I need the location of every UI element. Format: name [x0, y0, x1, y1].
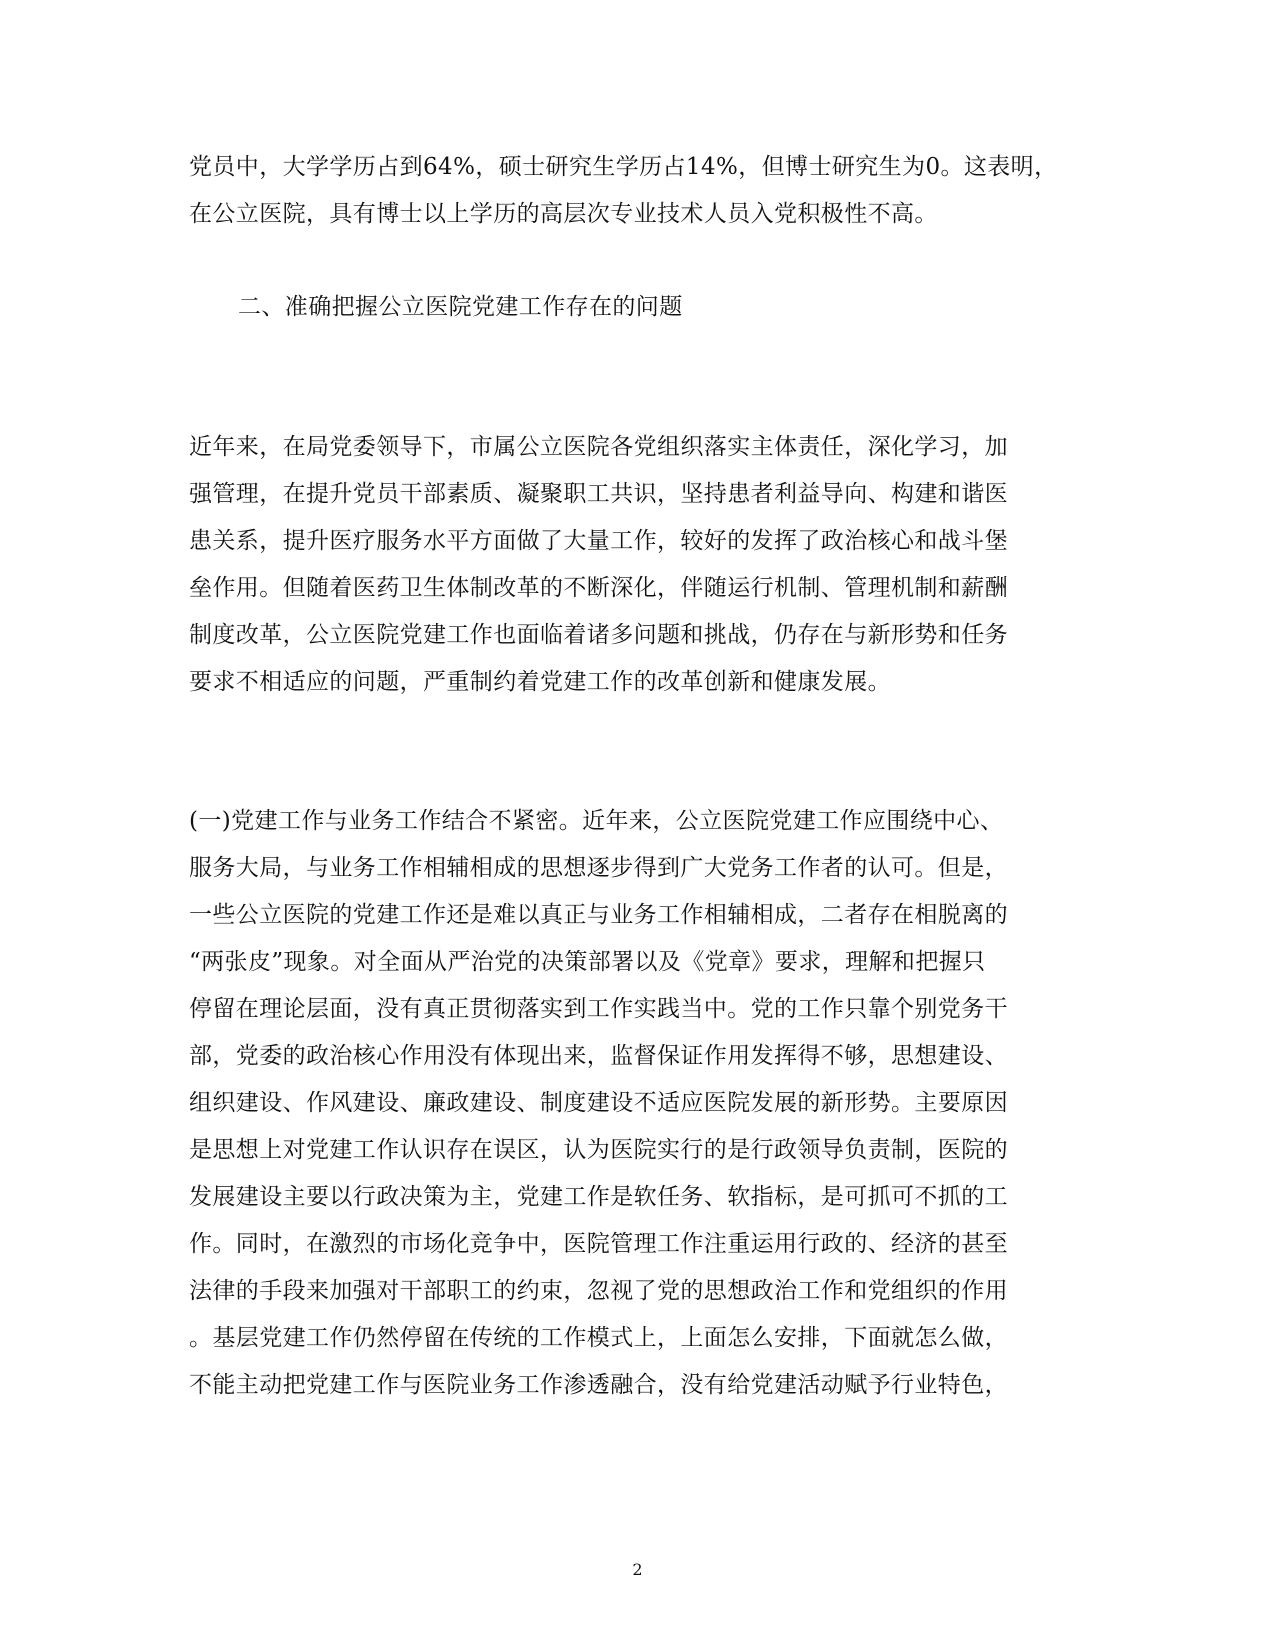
paragraph-2-line-6: 要求不相适应的问题，严重制约着党建工作的改革创新和健康发展。 [189, 669, 891, 695]
paragraph-3-line-2: 服务大局，与业务工作相辅相成的思想逐步得到广大党务工作者的认可。但是， [189, 855, 1008, 881]
paragraph-3-line-11: 法律的手段来加强对干部职工的约束，忽视了党的思想政治工作和党组织的作用 [189, 1278, 1008, 1304]
paragraph-2-line-1: 近年来，在局党委领导下，市属公立医院各党组织落实主体责任，深化学习，加 [189, 434, 1008, 460]
paragraph-3-line-8: 是思想上对党建工作认识存在误区，认为医院实行的是行政领导负责制，医院的 [189, 1137, 1008, 1163]
paragraph-1-line-2: 在公立医院，具有博士以上学历的高层次专业技术人员入党积极性不高。 [189, 201, 938, 227]
paragraph-2-line-3: 患关系，提升医疗服务水平方面做了大量工作，较好的发挥了政治核心和战斗堡 [189, 528, 1008, 554]
paragraph-3-line-5: 停留在理论层面，没有真正贯彻落实到工作实践当中。党的工作只靠个别党务干 [189, 996, 1008, 1022]
paragraph-3-line-7: 组织建设、作风建设、廉政建设、制度建设不适应医院发展的新形势。主要原因 [189, 1090, 1008, 1116]
section-heading: 二、准确把握公立医院党建工作存在的问题 [238, 294, 683, 320]
paragraph-1-line-1: 党员中，大学学历占到64%，硕士研究生学历占14%，但博士研究生为0。这表明， [189, 154, 1058, 180]
paragraph-2-line-4: 垒作用。但随着医药卫生体制改革的不断深化，伴随运行机制、管理机制和薪酬 [189, 575, 1008, 601]
paragraph-2-line-2: 强管理，在提升党员干部素质、凝聚职工共识，坚持患者利益导向、构建和谐医 [189, 481, 1008, 507]
paragraph-2-line-5: 制度改革，公立医院党建工作也面临着诸多问题和挑战，仍存在与新形势和任务 [189, 622, 1008, 648]
page-number: 2 [632, 1560, 643, 1579]
paragraph-3-line-13: 不能主动把党建工作与医院业务工作渗透融合，没有给党建活动赋予行业特色， [189, 1372, 1008, 1398]
paragraph-3-line-9: 发展建设主要以行政决策为主，党建工作是软任务、软指标，是可抓可不抓的工 [189, 1184, 1008, 1210]
paragraph-3-line-10: 作。同时，在激烈的市场化竞争中，医院管理工作注重运用行政的、经济的甚至 [189, 1231, 1008, 1257]
paragraph-3-line-1: (一)党建工作与业务工作结合不紧密。近年来，公立医院党建工作应围绕中心、 [189, 808, 1004, 834]
paragraph-3-line-6: 部，党委的政治核心作用没有体现出来，监督保证作用发挥得不够，思想建设、 [189, 1043, 1008, 1069]
paragraph-3-line-3: 一些公立医院的党建工作还是难以真正与业务工作相辅相成，二者存在相脱离的 [189, 902, 1008, 928]
paragraph-3-line-4: “两张皮”现象。对全面从严治党的决策部署以及《党章》要求，理解和把握只 [189, 949, 986, 975]
paragraph-3-line-12: 。基层党建工作仍然停留在传统的工作模式上，上面怎么安排，下面就怎么做， [189, 1325, 1008, 1351]
